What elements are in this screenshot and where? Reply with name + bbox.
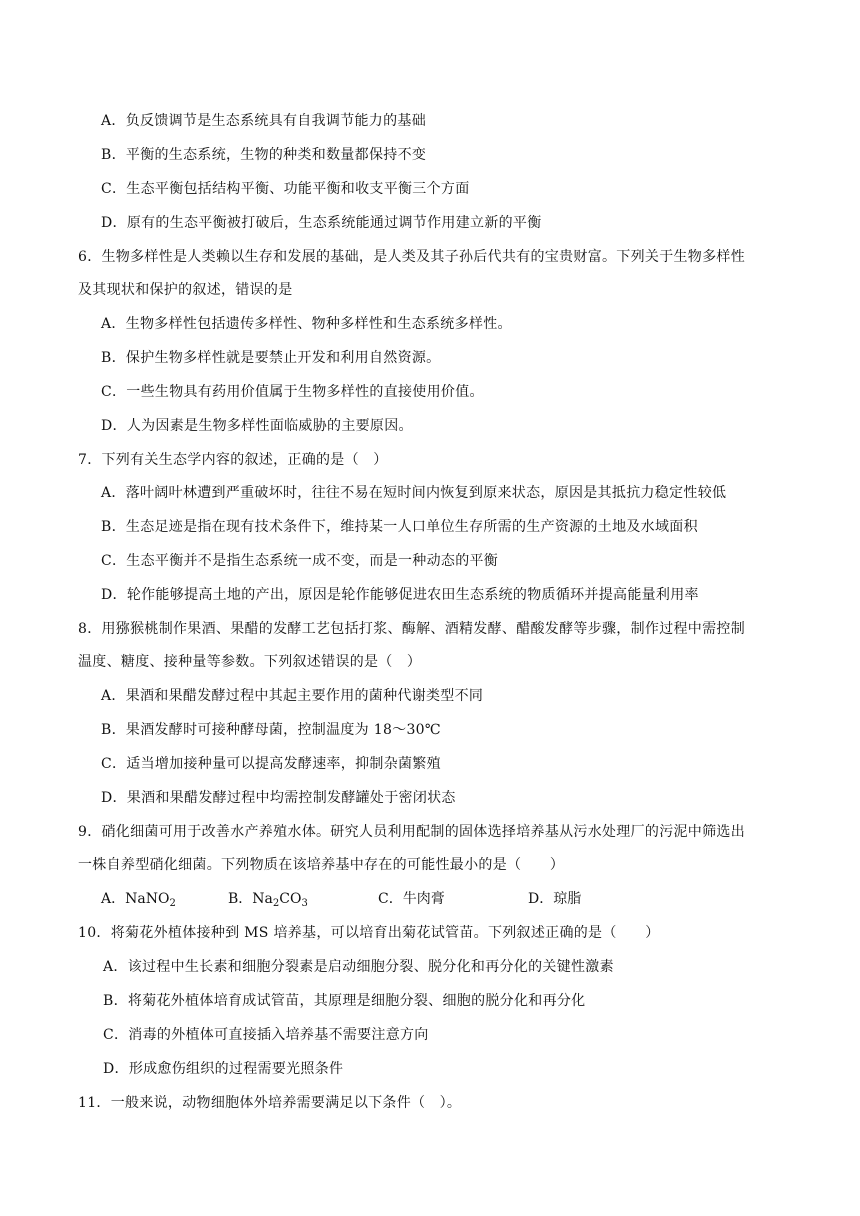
q6-option-d: D．人为因素是生物多样性面临威胁的主要原因。: [101, 418, 413, 434]
q7-option-d: D．轮作能够提高土地的产出，原因是轮作能够促进农田生态系统的物质循环并提高能量利用率: [101, 587, 699, 603]
q9-option-b: B．$Na_2CO_3$: [228, 891, 308, 909]
q5-option-b: B．平衡的生态系统，生物的种类和数量都保持不变: [101, 147, 427, 163]
q8-stem-line1: 8．用猕猴桃制作果酒、果醋的发酵工艺包括打浆、酶解、酒精发酵、醋酸发酵等步骤，制作过程中需控制: [78, 621, 746, 637]
q10-stem: 10．将菊花外植体接种到 MS 培养基，可以培育出菊花试管苗。下列叙述正确的是（ ）: [78, 925, 660, 941]
q11-stem: 11．一般来说，动物细胞体外培养需要满足以下条件（ ）。: [78, 1095, 462, 1111]
q8-option-c: C．适当增加接种量可以提高发酵速率，抑制杂菌繁殖: [101, 756, 441, 772]
q8-stem-line2: 温度、糖度、接种量等参数。下列叙述错误的是（ ）: [78, 654, 422, 670]
q5-option-c: C．生态平衡包括结构平衡、功能平衡和收支平衡三个方面: [101, 181, 470, 197]
q6-option-b: B．保护生物多样性就是要禁止开发和利用自然资源。: [101, 350, 441, 366]
q7-option-b: B．生态足迹是指在现有技术条件下，维持某一人口单位生存所需的生产资源的土地及水域面积: [101, 519, 698, 535]
q7-option-c: C．生态平衡并不是指生态系统一成不变，而是一种动态的平衡: [101, 553, 499, 569]
q8-option-b: B．果酒发酵时可接种酵母菌，控制温度为 18～30℃: [101, 722, 441, 738]
q6-option-c: C．一些生物具有药用价值属于生物多样性的直接使用价值。: [101, 384, 484, 400]
q9-option-c: C．牛肉膏: [378, 891, 445, 907]
q8-option-d: D．果酒和果醋发酵过程中均需控制发酵罐处于密闭状态: [101, 790, 456, 806]
q10-option-a: A．该过程中生长素和细胞分裂素是启动细胞分裂、脱分化和再分化的关键性激素: [103, 959, 614, 975]
q9-option-a: A．NaNO$_2$: [101, 891, 176, 909]
q7-stem: 7．下列有关生态学内容的叙述，正确的是（ ）: [78, 452, 388, 468]
q9-option-d: D．琼脂: [528, 891, 582, 907]
q10-option-c: C．消毒的外植体可直接插入培养基不需要注意方向: [103, 1027, 429, 1043]
q5-option-a: A．负反馈调节是生态系统具有自我调节能力的基础: [101, 113, 427, 129]
q10-option-b: B．将菊花外植体培育成试管苗，其原理是细胞分裂、细胞的脱分化和再分化: [103, 993, 586, 1009]
q6-stem-line2: 及其现状和保护的叙述，错误的是: [78, 282, 293, 298]
q7-option-a: A．落叶阔叶林遭到严重破坏时，往往不易在短时间内恢复到原来状态，原因是其抵抗力稳定性较低: [101, 485, 727, 501]
q8-option-a: A．果酒和果醋发酵过程中其起主要作用的菌种代谢类型不同: [101, 688, 484, 704]
q6-option-a: A．生物多样性包括遗传多样性、物种多样性和生态系统多样性。: [101, 316, 512, 332]
q9-stem-line2: 一株自养型硝化细菌。下列物质在该培养基中存在的可能性最小的是（ ）: [78, 857, 565, 873]
q6-stem-line1: 6．生物多样性是人类赖以生存和发展的基础，是人类及其子孙后代共有的宝贵财富。下列关于生物多样性: [78, 249, 746, 265]
q5-option-d: D．原有的生态平衡被打破后，生态系统能通过调节作用建立新的平衡: [101, 215, 542, 231]
q10-option-d: D．形成愈伤组织的过程需要光照条件: [103, 1061, 344, 1077]
q9-stem-line1: 9．硝化细菌可用于改善水产养殖水体。研究人员利用配制的固体选择培养基从污水处理厂的污泥中筛选出: [78, 824, 746, 840]
